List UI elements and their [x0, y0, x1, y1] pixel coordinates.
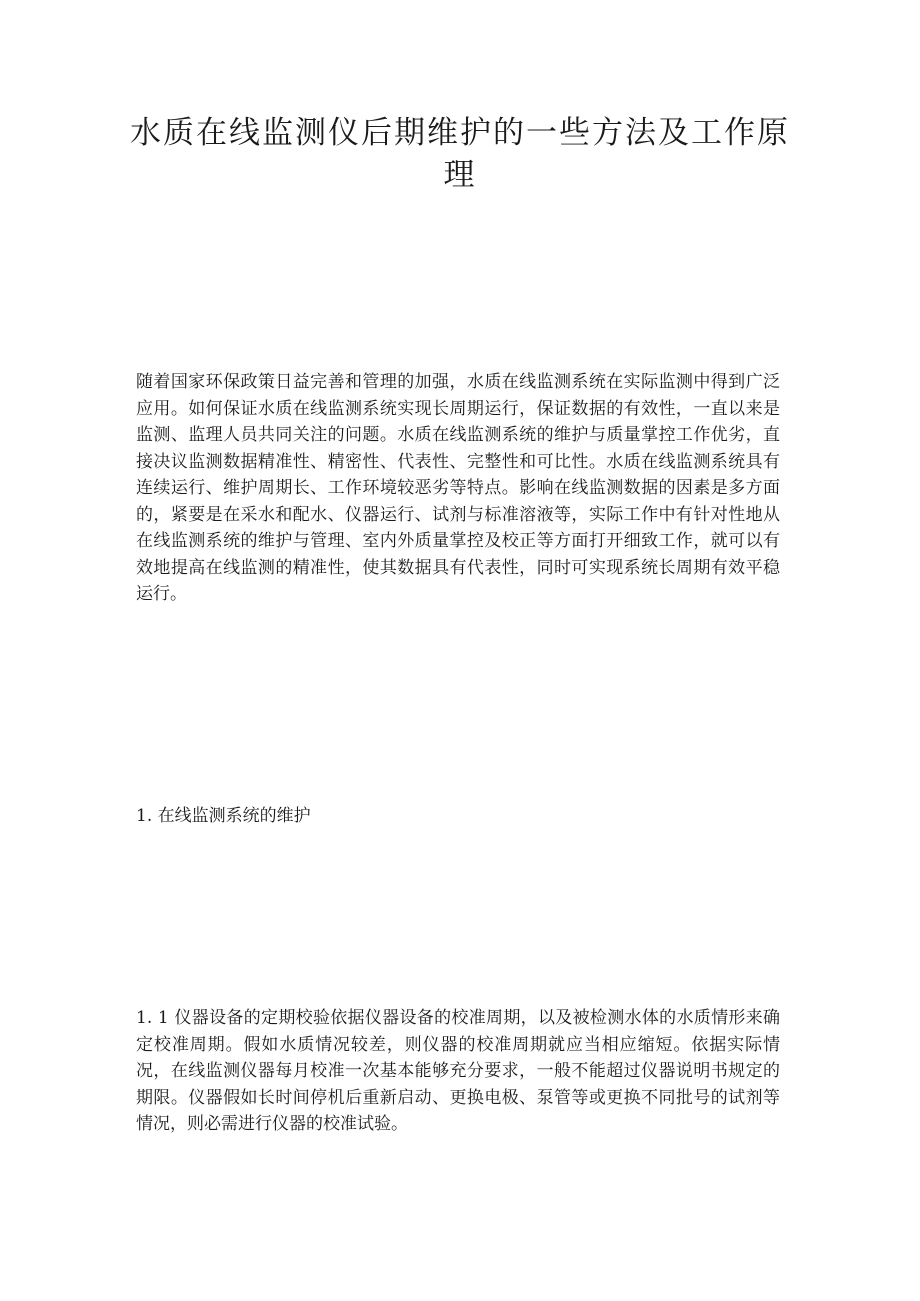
section-heading: 1. 在线监测系统的维护 [136, 806, 311, 826]
section-paragraph: 1. 1 仪器设备的定期校验依据仪器设备的校准周期，以及被检测水体的水质情形来确定校准周期。假如水质情况较差，则仪器的校准周期就应当相应缩短。依据实际情况，在线监测仪器每月校准一次基本能够充分要求，一般不能超过仪器说明书规定的期限。仪器假如长时间停机后重新启动、更换电极、泵管等或更换不同批号的试剂等情况，则必需进行仪器的校准试验。 [136, 1008, 780, 1134]
document-title: 水质在线监测仪后期维护的一些方法及工作原理 [130, 115, 790, 193]
intro-paragraph: 随着国家环保政策日益完善和管理的加强，水质在线监测系统在实际监测中得到广泛应用。如何保证水质在线监测系统实现长周期运行，保证数据的有效性，一直以来是监测、监理人员共同关注的问题。水质在线监测系统的维护与质量掌控工作优劣，直接决议监测数据精准性、精密性、代表性、完整性和可比性。水质在线监测系统具有连续运行、维护周期长、工作环境较恶劣等特点。影响在线监测数据的因素是多方面的，紧要是在采水和配水、仪器运行、试剂与标准溶液等，实际工作中有针对性地从在线监测系统的维护与管理、室内外质量掌控及校正等方面打开细致工作，就可以有效地提高在线监测的精准性，使其数据具有代表性，同时可实现系统长周期有效平稳运行。 [136, 372, 780, 604]
